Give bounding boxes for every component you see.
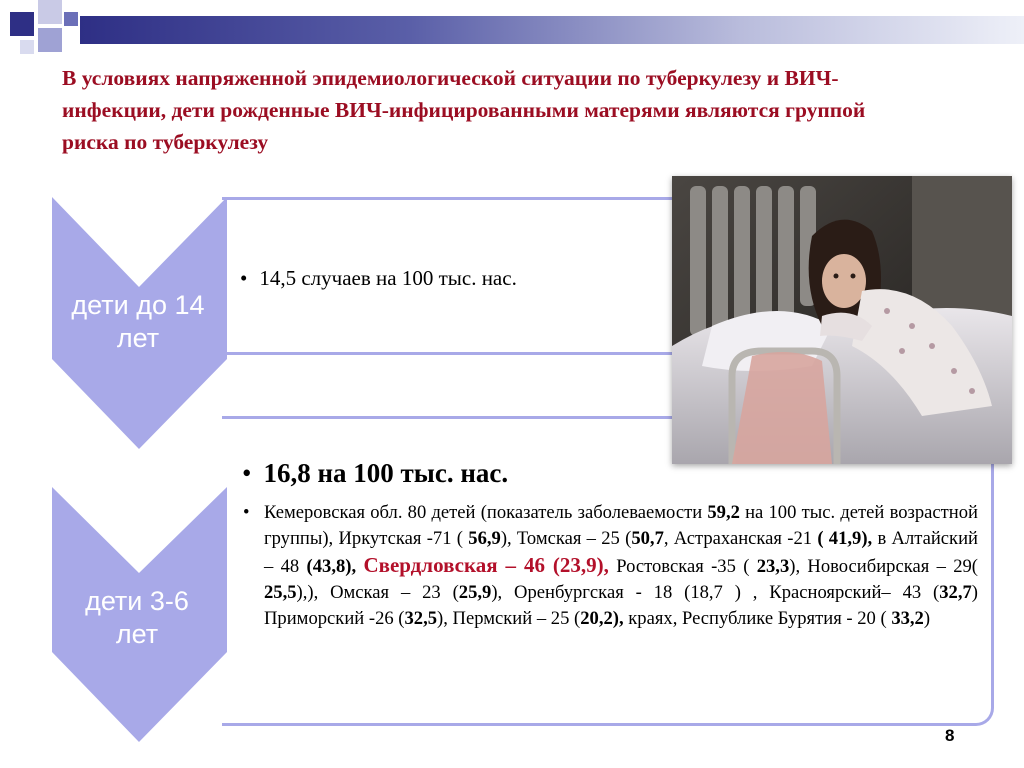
detail-segment: ), Оренбургская - 18 (18,7 ) , Красноярский– 43 ( (491, 582, 940, 603)
bold-value: (43,8), (306, 556, 357, 577)
corner-square-5 (20, 40, 34, 54)
bold-value: 56,9 (468, 528, 501, 549)
regions-detail-text (264, 500, 978, 632)
detail-segment: в Алтайский – 48 (264, 528, 978, 577)
group2-label: дети 3-6 лет (85, 586, 189, 649)
corner-square-2 (38, 0, 62, 24)
slide-title: В условиях напряженной эпидемиологической ситуации по туберкулезу и ВИЧ-инфекции, дети рожденные ВИЧ-инфицированными матерями являются группой риска по туберкулезу (62, 66, 866, 154)
detail-segment: Ростовская -35 ( (608, 556, 757, 577)
detail-segment: ) (923, 608, 931, 629)
detail-segment: на 100 тыс. детей возрастной группы), Иркутская -71 ( (264, 502, 978, 549)
bold-value: 33,2 (891, 608, 924, 629)
bold-value: 32,5 (404, 608, 438, 629)
detail-segment: ),), Омская – 23 ( (296, 582, 459, 603)
group2-bullet-text: 16,8 на 100 тыс. нас. (263, 458, 509, 488)
bullet-dot: • (242, 458, 252, 488)
highlight-region-text: Свердловская – 46 (23,9), (363, 553, 609, 577)
bold-value: 25,5 (264, 582, 297, 603)
header-band (80, 16, 1024, 44)
corner-square-1 (10, 12, 34, 36)
detail-segment: ), Новосибирская – 29( (789, 556, 978, 577)
detail-segment: , Астраханская -21 (663, 528, 818, 549)
bullet-dot: • (243, 502, 250, 523)
bullet-dot: • (240, 266, 248, 290)
bold-value: 50,7 (631, 528, 664, 549)
bold-value: ( 41,9), (817, 528, 873, 549)
detail-segment: ) Приморский -26 ( (264, 582, 978, 629)
group1-bullet-text: 14,5 случаев на 100 тыс. нас. (259, 266, 517, 290)
bold-value: 20,2 (580, 608, 613, 629)
corner-square-4 (64, 12, 78, 26)
group1-bullet (240, 266, 517, 291)
bold-value: ), (612, 608, 624, 629)
bold-value: 59,2 (707, 502, 740, 523)
detail-segment: ), Томская – 25 ( (500, 528, 632, 549)
detail-segment: Кемеровская обл. 80 детей (показатель заболеваемости (264, 502, 708, 523)
page-number: 8 (945, 726, 955, 745)
bold-value: 23,3 (756, 556, 790, 577)
detail-segment: краях, Республике Бурятия - 20 ( (623, 608, 892, 629)
bold-value: 32,7 (939, 582, 972, 603)
detail-segment: ), Пермский – 25 ( (437, 608, 581, 629)
photo-girl-in-hospital-bed (672, 176, 1012, 464)
corner-square-3 (38, 28, 62, 52)
group2-bullet (242, 458, 508, 489)
group1-label: дети до 14 лет (71, 290, 205, 353)
bold-value: 25,9 (458, 582, 492, 603)
regions-detail (243, 500, 978, 632)
